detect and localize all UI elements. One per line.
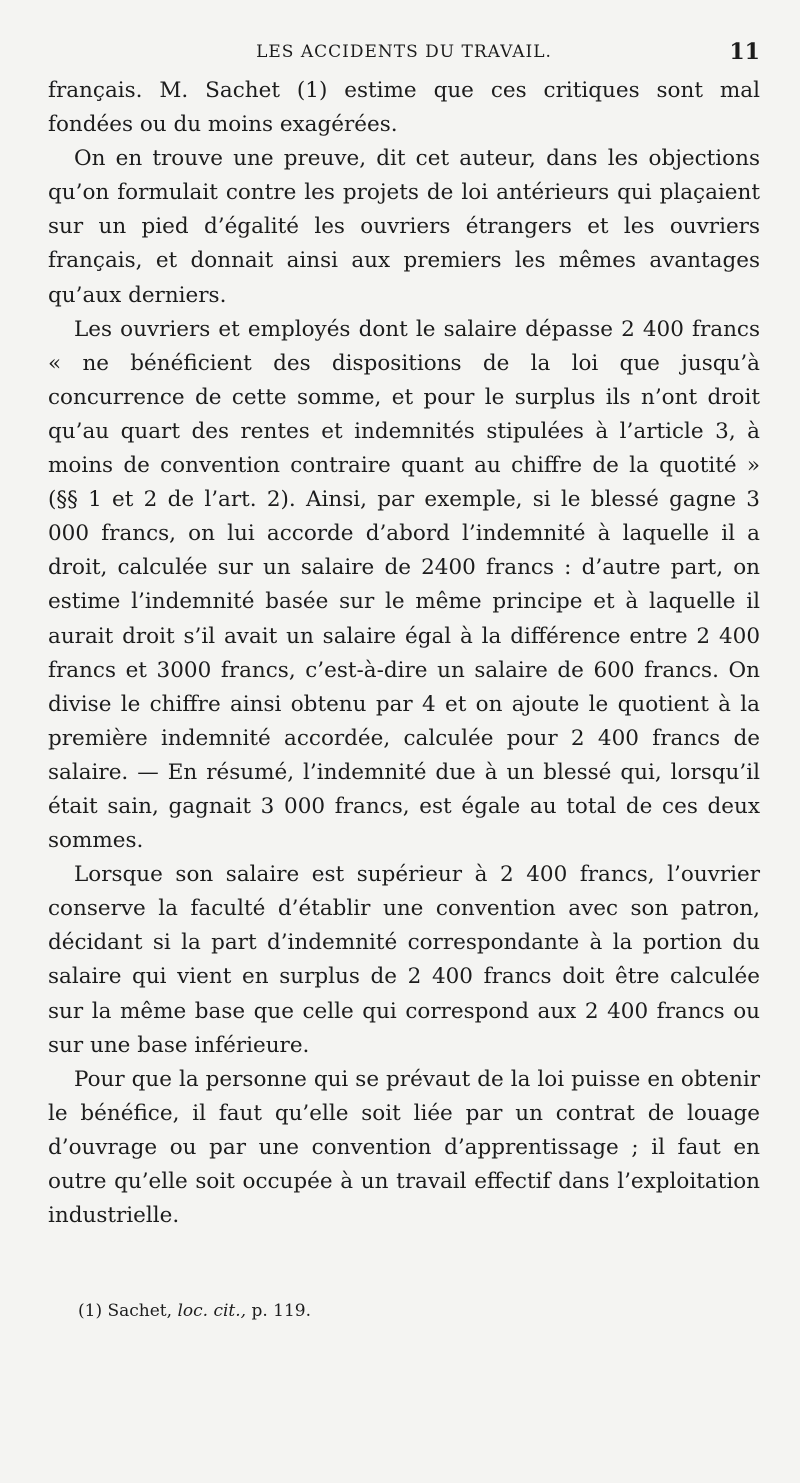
footnote-author: Sachet, xyxy=(107,1301,173,1321)
paragraph: Lorsque son salaire est supérieur à 2 400 francs, l’ouvrier conserve la faculté d’établir une convention avec son patron, décidant si la part d’indemnité correspondante à la portion du salaire qui vient en surplus de 2 400 francs doit être calculée sur la même base que celle qui correspond aux 2 400 francs ou sur une base inférieure. xyxy=(48,862,760,1058)
footnote xyxy=(78,1297,760,1325)
footnote-marker: (1) xyxy=(78,1301,103,1321)
paragraph: On en trouve une preuve, dit cet auteur, dans les objections qu’on formulait contre les projets de loi antérieurs qui plaçaient sur un pied d’égalité les ouvriers étrangers et les ouvriers français, et donnait ainsi aux premiers les mêmes avantages qu’aux derniers. xyxy=(48,146,760,308)
paragraph-continuation: français. M. Sachet (1) estime que ces critiques sont mal fondées ou du moins exagérées. xyxy=(48,78,760,138)
running-header xyxy=(48,38,760,66)
running-title: LES ACCIDENTS DU TRAVAIL. xyxy=(256,42,552,62)
page-number: 11 xyxy=(729,39,760,65)
footnote-work: loc. cit., xyxy=(177,1301,247,1321)
paragraph: Pour que la personne qui se prévaut de la loi puisse en obtenir le bénéfice, il faut qu’elle soit liée par un contrat de louage d’ouvrage ou par une convention d’apprentissage ; il faut en outre qu’elle soit occupée à un travail effectif dans l’exploitation industrielle. xyxy=(48,1066,760,1229)
body-text xyxy=(48,74,760,1233)
paragraph: Les ouvriers et employés dont le salaire dépasse 2 400 francs « ne bénéficient des dispositions de la loi que jusqu’à concurrence de cette somme, et pour le surplus ils n’ont droit qu’au quart des rentes et indemnités stipulées à l’article 3, à moins de convention contraire quant au chiffre de la quotité » (§§ 1 et 2 de l’art. 2). Ainsi, par exemple, si le blessé gagne 3 000 francs, on lui accorde d’abord l’indemnité à laquelle il a droit, calculée sur un salaire de 2400 francs : d’autre part, on estime l’indemnité basée sur le même principe et à laquelle il aurait droit s’il avait un salaire égal à la différence entre 2 400 francs et 3000 francs, c’est-à-dire un salaire de 600 francs. On divise le chiffre ainsi obtenu par 4 et on ajoute le quotient à la première indemnité accordée, calculée pour 2 400 francs de salaire. — En résumé, l’indemnité due à un blessé qui, lorsqu’il était sain, gagnait 3 000 francs, est égale au total de ces deux sommes. xyxy=(48,316,760,854)
footnote-page: p. 119. xyxy=(251,1301,312,1321)
